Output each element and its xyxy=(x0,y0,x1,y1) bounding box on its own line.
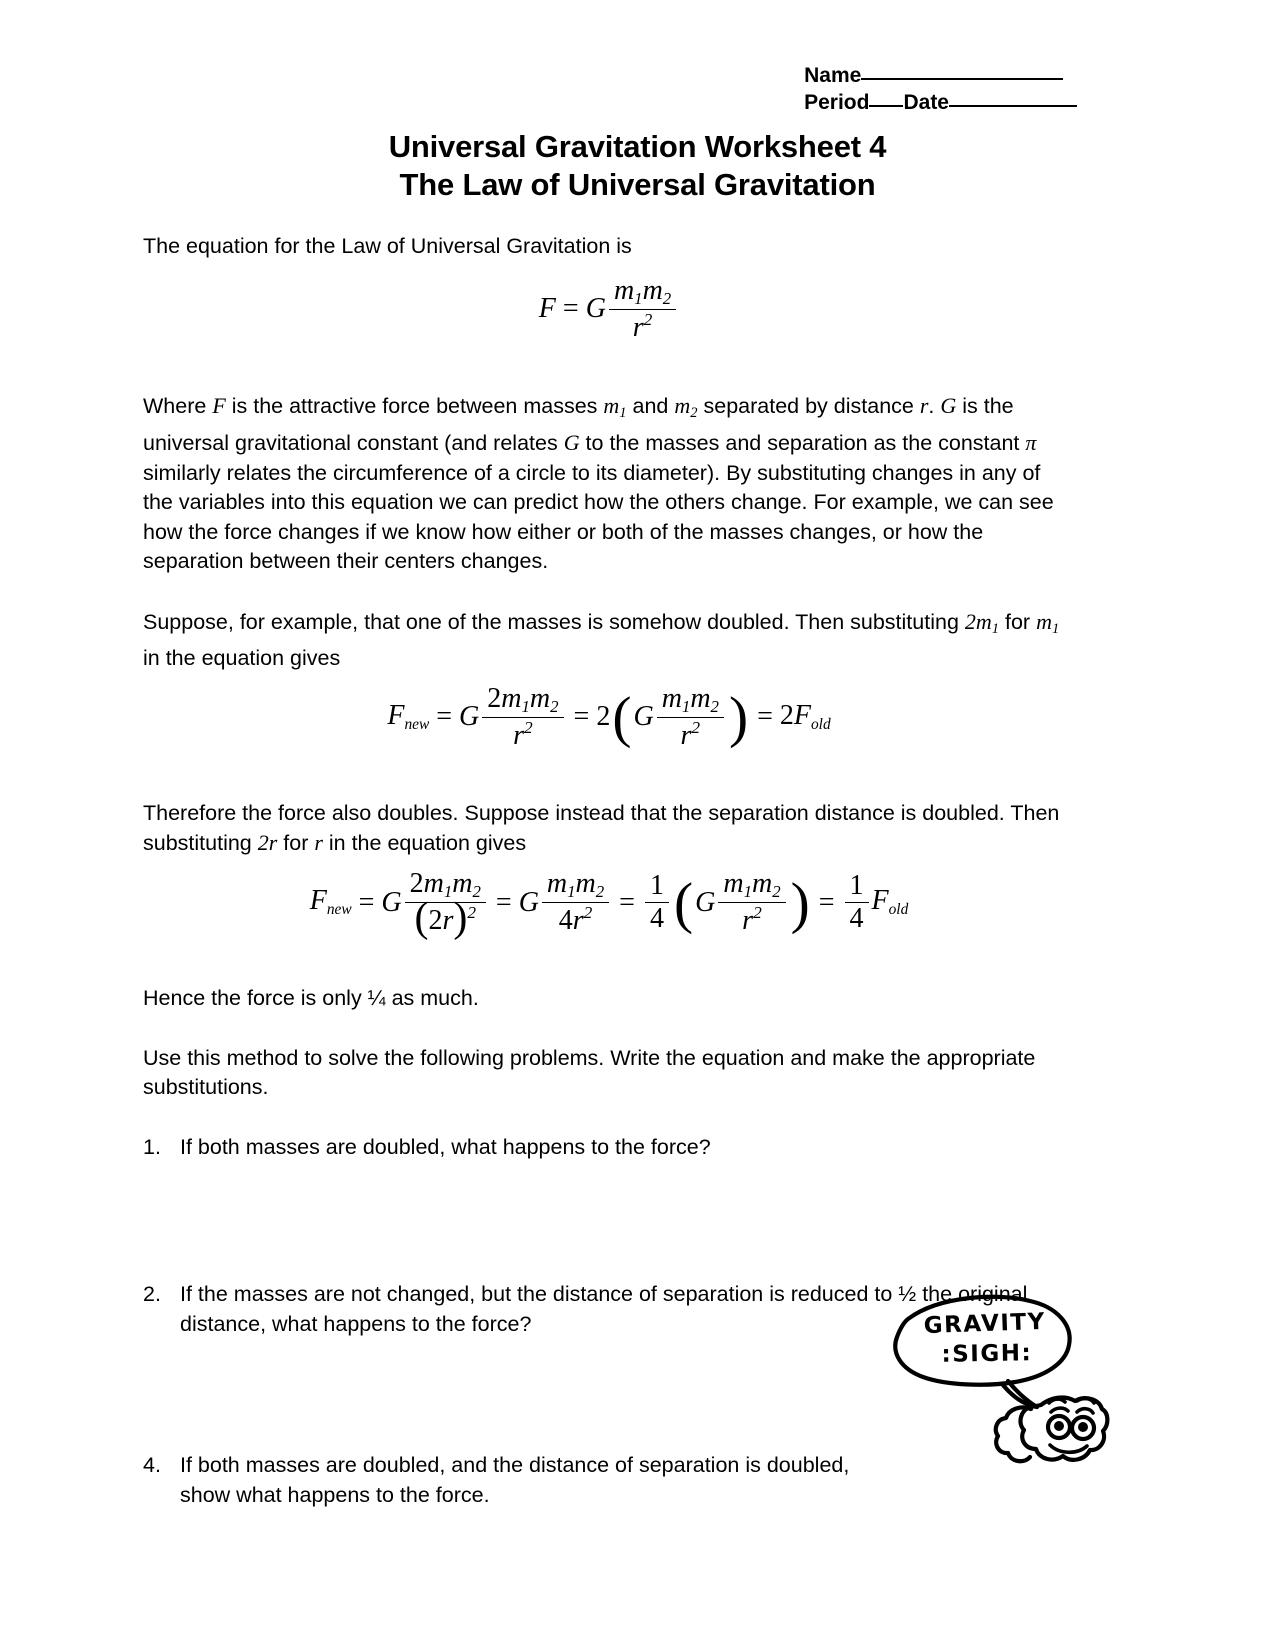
cartoon-mouth xyxy=(1050,1445,1087,1452)
title-line-1: Universal Gravitation Worksheet 4 xyxy=(388,129,887,164)
suppose-var-m1: $m_1$ xyxy=(1036,608,1060,637)
where-t8: similarly relates the circumference of a circle to its diameter). By substituting changes in any of the variables into this equation we can predict how the others change. For example, we can see how the force changes if we know how either or both of the masses changes, or how the separation between their centers changes. xyxy=(143,460,1054,574)
cartoon-eyebrow-left xyxy=(1051,1408,1068,1412)
suppose-t1: Suppose, for example, that one of the masses is somehow doubled. Then substituting xyxy=(143,609,965,634)
period-write-line[interactable] xyxy=(869,105,903,107)
eq3-fraction-1 xyxy=(405,867,486,941)
eq3-denominator-3: $r^2$ xyxy=(742,903,762,936)
question-1-text: If both masses are doubled, what happens to the force? xyxy=(180,1134,711,1159)
eq1-F: F xyxy=(538,293,556,325)
where-t5: . xyxy=(928,393,941,418)
eq3-fraction-2 xyxy=(542,869,609,936)
therefore-t2: for xyxy=(277,831,315,856)
eq2-denominator-2: $r^2$ xyxy=(680,717,701,751)
eq2-fraction-2 xyxy=(657,684,724,751)
where-var-G-1: G xyxy=(940,392,957,418)
eq3-fraction-quarter-1 xyxy=(645,871,669,934)
equation-universal-gravitation xyxy=(143,276,1075,343)
paragraph-where xyxy=(143,391,1075,577)
eq3-G3: G xyxy=(695,886,716,918)
eq2-numerator-1: $2m_1m_2$ xyxy=(487,682,559,716)
intro-lead-text: The equation for the Law of Universal Gravitation is xyxy=(143,234,632,258)
question-4-text: If both masses are doubled, and the distance of separation is doubled, show what happens to the force. xyxy=(180,1453,850,1507)
question-1 xyxy=(143,1133,1075,1163)
eq3-numerator-1: $2m_1m_2$ xyxy=(409,867,481,901)
suppose-t3: in the equation gives xyxy=(143,646,341,671)
eq2-denominator-1: $r^2$ xyxy=(513,717,533,751)
date-label: Date xyxy=(903,91,949,114)
where-var-r: r xyxy=(919,392,929,418)
name-label: Name xyxy=(804,64,862,87)
eq3-G1: G xyxy=(381,886,402,918)
cartoon-pupil-right xyxy=(1078,1422,1088,1432)
eq3-Fnew: $F_{new}$ xyxy=(309,885,352,919)
question-2-text: If the masses are not changed, but the distance of separation is reduced to ½ the original distance, what happens to the force? xyxy=(180,1282,1028,1336)
where-var-m2: $m_2$ xyxy=(674,392,698,421)
eq1-G: G xyxy=(585,293,606,325)
suppose-var-2m1: $2m_1$ xyxy=(964,608,1000,637)
cartoon-hair-squiggle-2 xyxy=(1077,1399,1094,1403)
cartoon-hair-curls xyxy=(996,1407,1031,1461)
eq3-numerator-3: $m_1m_2$ xyxy=(723,867,781,901)
eq2-fraction-1 xyxy=(482,684,563,751)
question-4-number: 4. xyxy=(143,1453,161,1478)
period-date-field-row xyxy=(804,89,1077,116)
eq3-denominator-2: $4r^2$ xyxy=(558,903,593,936)
therefore-var-2r: 2r xyxy=(257,830,278,856)
student-info-block xyxy=(804,62,1077,116)
where-t4: separated by distance xyxy=(697,393,920,418)
paragraph-suppose xyxy=(143,607,1075,674)
bubble-text-sigh: :SIGH: xyxy=(941,1340,1033,1368)
eq2-Fnew: $F_{new}$ xyxy=(387,700,430,734)
eq3-denominator-1: $(2r)^2$ xyxy=(414,894,477,941)
equation-mass-doubled: $F_{new}$ = G $\frac{2m_1m_2}{r^2}$ = 2 ( G $\frac{m_1m_2}{r^2}$ ) = $2F_{old}$ xyxy=(387,682,831,751)
gravity-cartoon xyxy=(845,1285,1110,1480)
paragraph-hence: Hence the force is only ¼ as much. xyxy=(143,986,479,1011)
where-t7: to the masses and separation as the constant xyxy=(579,431,1026,456)
where-var-G-2: G xyxy=(563,430,580,456)
eq1-numerator: $m_1m_2$ xyxy=(613,274,672,308)
bubble-text-gravity: GRAVITY xyxy=(923,1308,1047,1340)
eq3-G2: G xyxy=(518,886,539,918)
paragraph-method: Use this method to solve the following problems. Write the equation and make the appropriate substitutions. xyxy=(143,1045,1036,1100)
title-line-2: The Law of Universal Gravitation xyxy=(399,167,876,202)
therefore-t3: in the equation gives xyxy=(322,831,527,856)
eq3-quarter-num: 1 xyxy=(649,869,664,901)
eq1-equals: = xyxy=(562,293,579,325)
eq3-result: $F_{old}$ xyxy=(871,885,909,919)
cartoon-pupil-left xyxy=(1054,1421,1064,1431)
where-t3: and xyxy=(626,393,675,418)
question-1-answer-space[interactable] xyxy=(143,1162,1075,1280)
date-write-line[interactable] xyxy=(949,105,1077,107)
cartoon-eyebrow-right xyxy=(1077,1409,1093,1413)
where-var-m1: $m_1$ xyxy=(603,392,627,421)
paragraph-therefore xyxy=(143,799,1075,859)
eq3-fraction-3 xyxy=(718,869,785,936)
where-t1: Where xyxy=(143,393,213,418)
eq2-G2: G xyxy=(633,701,654,733)
equation-distance-doubled: $F_{new}$ = G $\frac{2m_1m_2}{(2r)^2}$ = G $\frac{m_1m_2}{4r^2}$ = $\frac{1}{4}$ ( G $\frac{m_1m_2}{r^2}$ ) = $\frac{1}{4}$ $F_{old}$ xyxy=(309,867,909,941)
therefore-var-r: r xyxy=(314,830,323,856)
cartoon-hair-squiggle-1 xyxy=(1049,1399,1065,1403)
question-2-number: 2. xyxy=(143,1282,161,1307)
page-title xyxy=(0,128,1275,204)
therefore-t1: Therefore the force also doubles. Suppose instead that the separation distance is doubled. Then substituting xyxy=(143,800,1060,856)
period-label: Period xyxy=(804,91,870,114)
eq2-G1: G xyxy=(459,701,480,733)
question-1-number: 1. xyxy=(143,1134,161,1159)
where-t6: is the universal gravitational constant (and relates xyxy=(143,393,1014,456)
name-write-line[interactable] xyxy=(861,78,1063,80)
eq2-coefficient-2: 2 xyxy=(596,701,611,733)
cartoon-illustration xyxy=(845,1285,1110,1480)
eq3-quarter-den: 4 xyxy=(649,903,664,935)
where-t2: is the attractive force between masses xyxy=(225,393,604,418)
eq1-denominator: $r^2$ xyxy=(632,309,653,343)
eq1-fraction xyxy=(609,276,676,343)
suppose-t2: for xyxy=(999,609,1037,634)
eq3-numerator-2: $m_1m_2$ xyxy=(546,867,605,901)
eq2-numerator-2: $m_1m_2$ xyxy=(661,682,719,716)
eq3-fraction-quarter-2: $\frac{1}{4}$ xyxy=(845,871,869,934)
where-var-F: F xyxy=(212,392,226,418)
where-var-pi: π xyxy=(1025,430,1037,456)
eq2-result: $2F_{old}$ xyxy=(779,700,831,734)
name-field-row xyxy=(804,62,1077,89)
